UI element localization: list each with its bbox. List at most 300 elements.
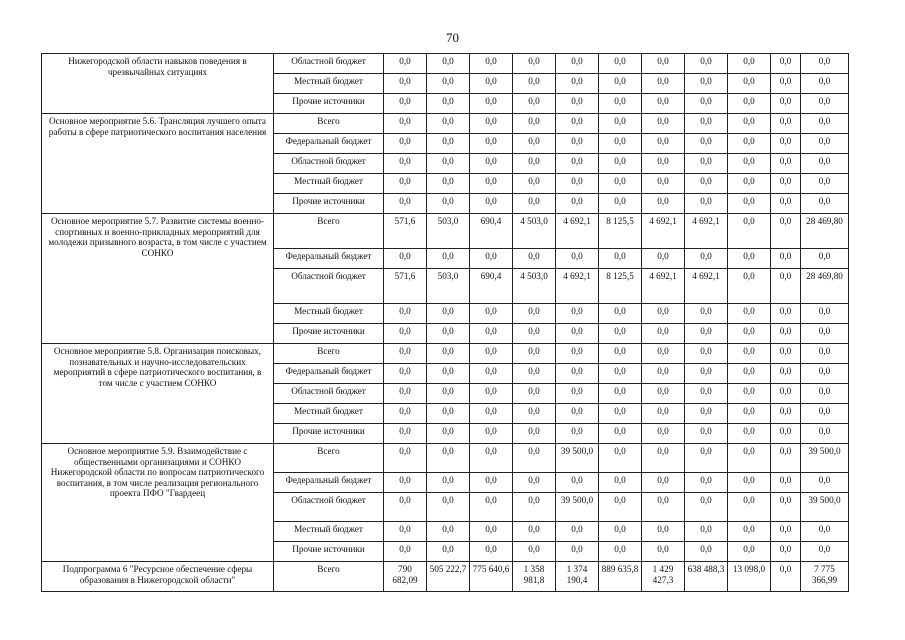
funding-source-cell: Областной бюджет [274, 54, 384, 74]
value-cell: 0,0 [384, 344, 427, 364]
value-cell: 0,0 [384, 154, 427, 174]
value-cell: 0,0 [556, 249, 599, 269]
value-cell: 0,0 [556, 114, 599, 134]
value-cell: 0,0 [685, 74, 728, 94]
value-cell: 0,0 [599, 473, 642, 493]
value-cell: 0,0 [771, 94, 801, 114]
value-cell: 0,0 [470, 114, 513, 134]
value-cell: 0,0 [642, 404, 685, 424]
funding-source-cell: Федеральный бюджет [274, 364, 384, 384]
value-cell: 503,0 [427, 269, 470, 304]
value-cell: 4 692,1 [685, 269, 728, 304]
value-cell: 0,0 [801, 364, 849, 384]
value-cell: 0,0 [427, 384, 470, 404]
value-cell: 0,0 [642, 424, 685, 444]
value-cell: 0,0 [685, 522, 728, 542]
table-row [42, 214, 849, 249]
value-cell: 0,0 [556, 54, 599, 74]
value-cell: 0,0 [599, 522, 642, 542]
value-cell: 0,0 [728, 174, 771, 194]
table-row [42, 444, 849, 473]
table-row [42, 54, 849, 74]
table-row [42, 562, 849, 592]
value-cell: 0,0 [556, 194, 599, 214]
value-cell: 0,0 [427, 134, 470, 154]
value-cell: 0,0 [513, 54, 556, 74]
value-cell: 0,0 [801, 94, 849, 114]
value-cell: 0,0 [728, 74, 771, 94]
value-cell: 0,0 [470, 134, 513, 154]
value-cell: 0,0 [685, 424, 728, 444]
value-cell: 0,0 [801, 74, 849, 94]
value-cell: 4 692,1 [642, 214, 685, 249]
value-cell: 0,0 [801, 424, 849, 444]
value-cell: 790 682,09 [384, 562, 427, 592]
value-cell: 0,0 [556, 94, 599, 114]
value-cell: 0,0 [728, 134, 771, 154]
value-cell: 0,0 [513, 194, 556, 214]
value-cell: 4 503,0 [513, 214, 556, 249]
value-cell: 0,0 [427, 249, 470, 269]
value-cell: 0,0 [685, 94, 728, 114]
value-cell: 0,0 [556, 473, 599, 493]
value-cell: 505 222,7 [427, 562, 470, 592]
funding-source-cell: Всего [274, 562, 384, 592]
value-cell: 0,0 [771, 194, 801, 214]
value-cell: 690,4 [470, 214, 513, 249]
value-cell: 0,0 [427, 94, 470, 114]
funding-source-cell: Местный бюджет [274, 174, 384, 194]
value-cell: 0,0 [513, 249, 556, 269]
value-cell: 0,0 [513, 493, 556, 522]
value-cell: 0,0 [599, 384, 642, 404]
value-cell: 0,0 [599, 74, 642, 94]
value-cell: 39 500,0 [801, 444, 849, 473]
value-cell: 0,0 [470, 74, 513, 94]
value-cell: 0,0 [642, 304, 685, 324]
value-cell: 0,0 [771, 54, 801, 74]
funding-source-cell: Прочие источники [274, 542, 384, 562]
funding-source-cell: Областной бюджет [274, 269, 384, 304]
value-cell: 0,0 [384, 174, 427, 194]
value-cell: 0,0 [427, 473, 470, 493]
value-cell: 0,0 [801, 194, 849, 214]
value-cell: 0,0 [771, 493, 801, 522]
value-cell: 0,0 [771, 249, 801, 269]
measure-name-cell: Нижегородской области навыков поведения в чрезвычайных ситуациях [42, 54, 274, 114]
value-cell: 0,0 [556, 404, 599, 424]
value-cell: 0,0 [470, 304, 513, 324]
value-cell: 0,0 [685, 154, 728, 174]
value-cell: 0,0 [556, 74, 599, 94]
value-cell: 571,6 [384, 214, 427, 249]
value-cell: 638 488,3 [685, 562, 728, 592]
value-cell: 0,0 [599, 174, 642, 194]
value-cell: 0,0 [556, 424, 599, 444]
funding-source-cell: Всего [274, 214, 384, 249]
value-cell: 39 500,0 [556, 444, 599, 473]
value-cell: 28 469,80 [801, 269, 849, 304]
value-cell: 0,0 [599, 249, 642, 269]
value-cell: 0,0 [642, 94, 685, 114]
funding-source-cell: Федеральный бюджет [274, 134, 384, 154]
value-cell: 0,0 [384, 304, 427, 324]
value-cell: 0,0 [728, 114, 771, 134]
value-cell: 0,0 [513, 473, 556, 493]
value-cell: 0,0 [427, 493, 470, 522]
value-cell: 0,0 [470, 493, 513, 522]
value-cell: 0,0 [427, 424, 470, 444]
funding-source-cell: Областной бюджет [274, 154, 384, 174]
value-cell: 0,0 [685, 344, 728, 364]
value-cell: 0,0 [384, 473, 427, 493]
value-cell: 0,0 [801, 404, 849, 424]
value-cell: 0,0 [599, 444, 642, 473]
value-cell: 0,0 [728, 269, 771, 304]
value-cell: 0,0 [470, 444, 513, 473]
value-cell: 0,0 [599, 114, 642, 134]
value-cell: 0,0 [384, 54, 427, 74]
value-cell: 0,0 [685, 444, 728, 473]
value-cell: 0,0 [599, 344, 642, 364]
value-cell: 0,0 [771, 473, 801, 493]
value-cell: 0,0 [642, 384, 685, 404]
value-cell: 0,0 [470, 384, 513, 404]
value-cell: 0,0 [728, 473, 771, 493]
value-cell: 0,0 [642, 493, 685, 522]
value-cell: 0,0 [556, 174, 599, 194]
value-cell: 0,0 [556, 134, 599, 154]
funding-source-cell: Всего [274, 344, 384, 364]
value-cell: 0,0 [513, 384, 556, 404]
page-number: 70 [446, 30, 459, 45]
value-cell: 0,0 [470, 473, 513, 493]
funding-source-cell: Областной бюджет [274, 384, 384, 404]
value-cell: 0,0 [771, 304, 801, 324]
value-cell: 1 374 190,4 [556, 562, 599, 592]
funding-source-cell: Федеральный бюджет [274, 473, 384, 493]
value-cell: 0,0 [384, 493, 427, 522]
funding-source-cell: Местный бюджет [274, 404, 384, 424]
value-cell: 0,0 [642, 114, 685, 134]
value-cell: 0,0 [771, 154, 801, 174]
value-cell: 0,0 [513, 94, 556, 114]
value-cell: 0,0 [771, 174, 801, 194]
value-cell: 0,0 [642, 344, 685, 364]
value-cell: 0,0 [513, 542, 556, 562]
value-cell: 0,0 [384, 384, 427, 404]
value-cell: 13 098,0 [728, 562, 771, 592]
value-cell: 0,0 [728, 364, 771, 384]
value-cell: 0,0 [642, 54, 685, 74]
value-cell: 0,0 [685, 174, 728, 194]
value-cell: 0,0 [513, 134, 556, 154]
value-cell: 0,0 [427, 542, 470, 562]
value-cell: 0,0 [427, 444, 470, 473]
table-row [42, 344, 849, 364]
value-cell: 0,0 [771, 522, 801, 542]
value-cell: 0,0 [801, 249, 849, 269]
funding-source-cell: Местный бюджет [274, 304, 384, 324]
value-cell: 0,0 [556, 542, 599, 562]
value-cell: 0,0 [801, 174, 849, 194]
budget-table-body [42, 54, 849, 592]
value-cell: 0,0 [728, 54, 771, 74]
value-cell: 0,0 [384, 404, 427, 424]
value-cell: 0,0 [384, 424, 427, 444]
value-cell: 0,0 [771, 214, 801, 249]
value-cell: 0,0 [427, 304, 470, 324]
value-cell: 0,0 [685, 384, 728, 404]
value-cell: 0,0 [685, 54, 728, 74]
value-cell: 0,0 [599, 194, 642, 214]
value-cell: 0,0 [801, 154, 849, 174]
value-cell: 775 640,6 [470, 562, 513, 592]
value-cell: 0,0 [771, 74, 801, 94]
value-cell: 0,0 [513, 304, 556, 324]
value-cell: 0,0 [427, 522, 470, 542]
value-cell: 8 125,5 [599, 214, 642, 249]
value-cell: 0,0 [685, 324, 728, 344]
value-cell: 7 775 366,99 [801, 562, 849, 592]
funding-source-cell: Всего [274, 114, 384, 134]
value-cell: 0,0 [427, 194, 470, 214]
value-cell: 0,0 [470, 542, 513, 562]
value-cell: 503,0 [427, 214, 470, 249]
value-cell: 0,0 [642, 364, 685, 384]
funding-source-cell: Прочие источники [274, 324, 384, 344]
value-cell: 0,0 [801, 324, 849, 344]
value-cell: 0,0 [771, 324, 801, 344]
value-cell: 0,0 [728, 493, 771, 522]
value-cell: 0,0 [801, 114, 849, 134]
funding-source-cell: Прочие источники [274, 94, 384, 114]
funding-source-cell: Прочие источники [274, 424, 384, 444]
value-cell: 0,0 [599, 542, 642, 562]
value-cell: 0,0 [384, 94, 427, 114]
value-cell: 0,0 [728, 154, 771, 174]
value-cell: 0,0 [685, 542, 728, 562]
value-cell: 0,0 [642, 522, 685, 542]
value-cell: 0,0 [556, 324, 599, 344]
value-cell: 0,0 [513, 522, 556, 542]
value-cell: 0,0 [470, 54, 513, 74]
value-cell: 0,0 [427, 404, 470, 424]
value-cell: 889 635,8 [599, 562, 642, 592]
value-cell: 4 692,1 [685, 214, 728, 249]
value-cell: 0,0 [384, 522, 427, 542]
measure-name-cell: Основное мероприятие 5.6. Трансляция лучшего опыта работы в сфере патриотического воспитания населения [42, 114, 274, 214]
value-cell: 0,0 [728, 424, 771, 444]
value-cell: 0,0 [556, 154, 599, 174]
value-cell: 0,0 [427, 364, 470, 384]
value-cell: 0,0 [427, 54, 470, 74]
value-cell: 0,0 [685, 114, 728, 134]
value-cell: 0,0 [384, 324, 427, 344]
value-cell: 0,0 [470, 364, 513, 384]
value-cell: 0,0 [801, 134, 849, 154]
value-cell: 0,0 [685, 194, 728, 214]
value-cell: 0,0 [728, 344, 771, 364]
value-cell: 0,0 [599, 404, 642, 424]
value-cell: 0,0 [513, 424, 556, 444]
value-cell: 0,0 [470, 344, 513, 364]
measure-name-cell: Основное мероприятие 5.7. Развитие системы военно-спортивных и военно-прикладных мероприятий для молодежи призывного возраста, в том числе с участием СОНКО [42, 214, 274, 344]
value-cell: 0,0 [470, 154, 513, 174]
value-cell: 0,0 [556, 304, 599, 324]
value-cell: 0,0 [771, 114, 801, 134]
value-cell: 0,0 [801, 344, 849, 364]
value-cell: 0,0 [771, 404, 801, 424]
value-cell: 0,0 [384, 249, 427, 269]
funding-source-cell: Местный бюджет [274, 74, 384, 94]
value-cell: 0,0 [556, 522, 599, 542]
value-cell: 0,0 [513, 114, 556, 134]
value-cell: 0,0 [384, 542, 427, 562]
value-cell: 4 692,1 [556, 214, 599, 249]
funding-source-cell: Федеральный бюджет [274, 249, 384, 269]
value-cell: 0,0 [771, 562, 801, 592]
value-cell: 0,0 [556, 364, 599, 384]
funding-source-cell: Местный бюджет [274, 522, 384, 542]
value-cell: 0,0 [728, 522, 771, 542]
value-cell: 0,0 [642, 174, 685, 194]
value-cell: 0,0 [384, 194, 427, 214]
funding-source-cell: Областной бюджет [274, 493, 384, 522]
value-cell: 0,0 [470, 194, 513, 214]
value-cell: 8 125,5 [599, 269, 642, 304]
value-cell: 0,0 [801, 304, 849, 324]
value-cell: 4 503,0 [513, 269, 556, 304]
value-cell: 0,0 [513, 174, 556, 194]
measure-name-cell: Основное мероприятие 5.8. Организация поисковых, познавательных и научно-исследовательских мероприятий в сфере патриотического воспитания, в том числе с участием СОНКО [42, 344, 274, 444]
value-cell: 0,0 [771, 384, 801, 404]
measure-name-cell: Основное мероприятие 5.9. Взаимодействие с общественными организациями и СОНКО Нижегородской области по вопросам патриотического воспитания, в том числе реализация регионального проекта ПФО "Гвардеец [42, 444, 274, 562]
value-cell: 0,0 [728, 444, 771, 473]
value-cell: 0,0 [599, 94, 642, 114]
value-cell: 0,0 [470, 249, 513, 269]
value-cell: 0,0 [771, 424, 801, 444]
value-cell: 571,6 [384, 269, 427, 304]
value-cell: 0,0 [427, 174, 470, 194]
value-cell: 39 500,0 [801, 493, 849, 522]
value-cell: 0,0 [642, 444, 685, 473]
value-cell: 0,0 [771, 134, 801, 154]
value-cell: 39 500,0 [556, 493, 599, 522]
value-cell: 0,0 [642, 154, 685, 174]
value-cell: 0,0 [384, 134, 427, 154]
value-cell: 0,0 [771, 542, 801, 562]
value-cell: 0,0 [556, 344, 599, 364]
value-cell: 0,0 [599, 364, 642, 384]
value-cell: 0,0 [513, 324, 556, 344]
table-row [42, 114, 849, 134]
value-cell: 0,0 [642, 249, 685, 269]
value-cell: 0,0 [513, 74, 556, 94]
value-cell: 0,0 [427, 74, 470, 94]
value-cell: 0,0 [427, 154, 470, 174]
value-cell: 0,0 [384, 364, 427, 384]
funding-source-cell: Прочие источники [274, 194, 384, 214]
value-cell: 0,0 [513, 344, 556, 364]
value-cell: 0,0 [801, 522, 849, 542]
value-cell: 0,0 [384, 114, 427, 134]
value-cell: 0,0 [771, 269, 801, 304]
value-cell: 0,0 [771, 344, 801, 364]
value-cell: 0,0 [427, 114, 470, 134]
value-cell: 0,0 [384, 74, 427, 94]
value-cell: 4 692,1 [642, 269, 685, 304]
value-cell: 0,0 [728, 249, 771, 269]
value-cell: 0,0 [801, 54, 849, 74]
value-cell: 1 429 427,3 [642, 562, 685, 592]
value-cell: 0,0 [427, 324, 470, 344]
value-cell: 0,0 [599, 424, 642, 444]
value-cell: 0,0 [728, 214, 771, 249]
value-cell: 0,0 [801, 542, 849, 562]
value-cell: 0,0 [728, 304, 771, 324]
value-cell: 0,0 [642, 473, 685, 493]
value-cell: 0,0 [685, 493, 728, 522]
value-cell: 0,0 [642, 542, 685, 562]
value-cell: 0,0 [470, 424, 513, 444]
value-cell: 0,0 [801, 473, 849, 493]
value-cell: 1 358 981,8 [513, 562, 556, 592]
value-cell: 0,0 [728, 324, 771, 344]
value-cell: 0,0 [642, 194, 685, 214]
value-cell: 0,0 [470, 404, 513, 424]
value-cell: 0,0 [642, 324, 685, 344]
value-cell: 0,0 [728, 542, 771, 562]
value-cell: 0,0 [470, 94, 513, 114]
value-cell: 0,0 [728, 194, 771, 214]
value-cell: 0,0 [513, 364, 556, 384]
value-cell: 0,0 [685, 134, 728, 154]
value-cell: 28 469,80 [801, 214, 849, 249]
value-cell: 0,0 [728, 94, 771, 114]
value-cell: 0,0 [556, 384, 599, 404]
value-cell: 0,0 [427, 344, 470, 364]
value-cell: 0,0 [801, 384, 849, 404]
value-cell: 0,0 [685, 304, 728, 324]
value-cell: 0,0 [513, 404, 556, 424]
funding-source-cell: Всего [274, 444, 384, 473]
value-cell: 0,0 [599, 304, 642, 324]
value-cell: 0,0 [470, 324, 513, 344]
value-cell: 0,0 [642, 74, 685, 94]
value-cell: 0,0 [728, 384, 771, 404]
value-cell: 0,0 [470, 522, 513, 542]
value-cell: 0,0 [685, 249, 728, 269]
value-cell: 0,0 [642, 134, 685, 154]
value-cell: 0,0 [771, 444, 801, 473]
value-cell: 690,4 [470, 269, 513, 304]
value-cell: 0,0 [771, 364, 801, 384]
value-cell: 0,0 [513, 154, 556, 174]
value-cell: 0,0 [728, 404, 771, 424]
value-cell: 0,0 [513, 444, 556, 473]
value-cell: 0,0 [470, 174, 513, 194]
value-cell: 0,0 [599, 324, 642, 344]
value-cell: 0,0 [599, 134, 642, 154]
value-cell: 4 692,1 [556, 269, 599, 304]
value-cell: 0,0 [599, 493, 642, 522]
value-cell: 0,0 [384, 444, 427, 473]
value-cell: 0,0 [685, 473, 728, 493]
value-cell: 0,0 [599, 54, 642, 74]
measure-name-cell: Подпрограмма 6 "Ресурсное обеспечение сферы образования в Нижегородской области" [42, 562, 274, 592]
value-cell: 0,0 [685, 364, 728, 384]
